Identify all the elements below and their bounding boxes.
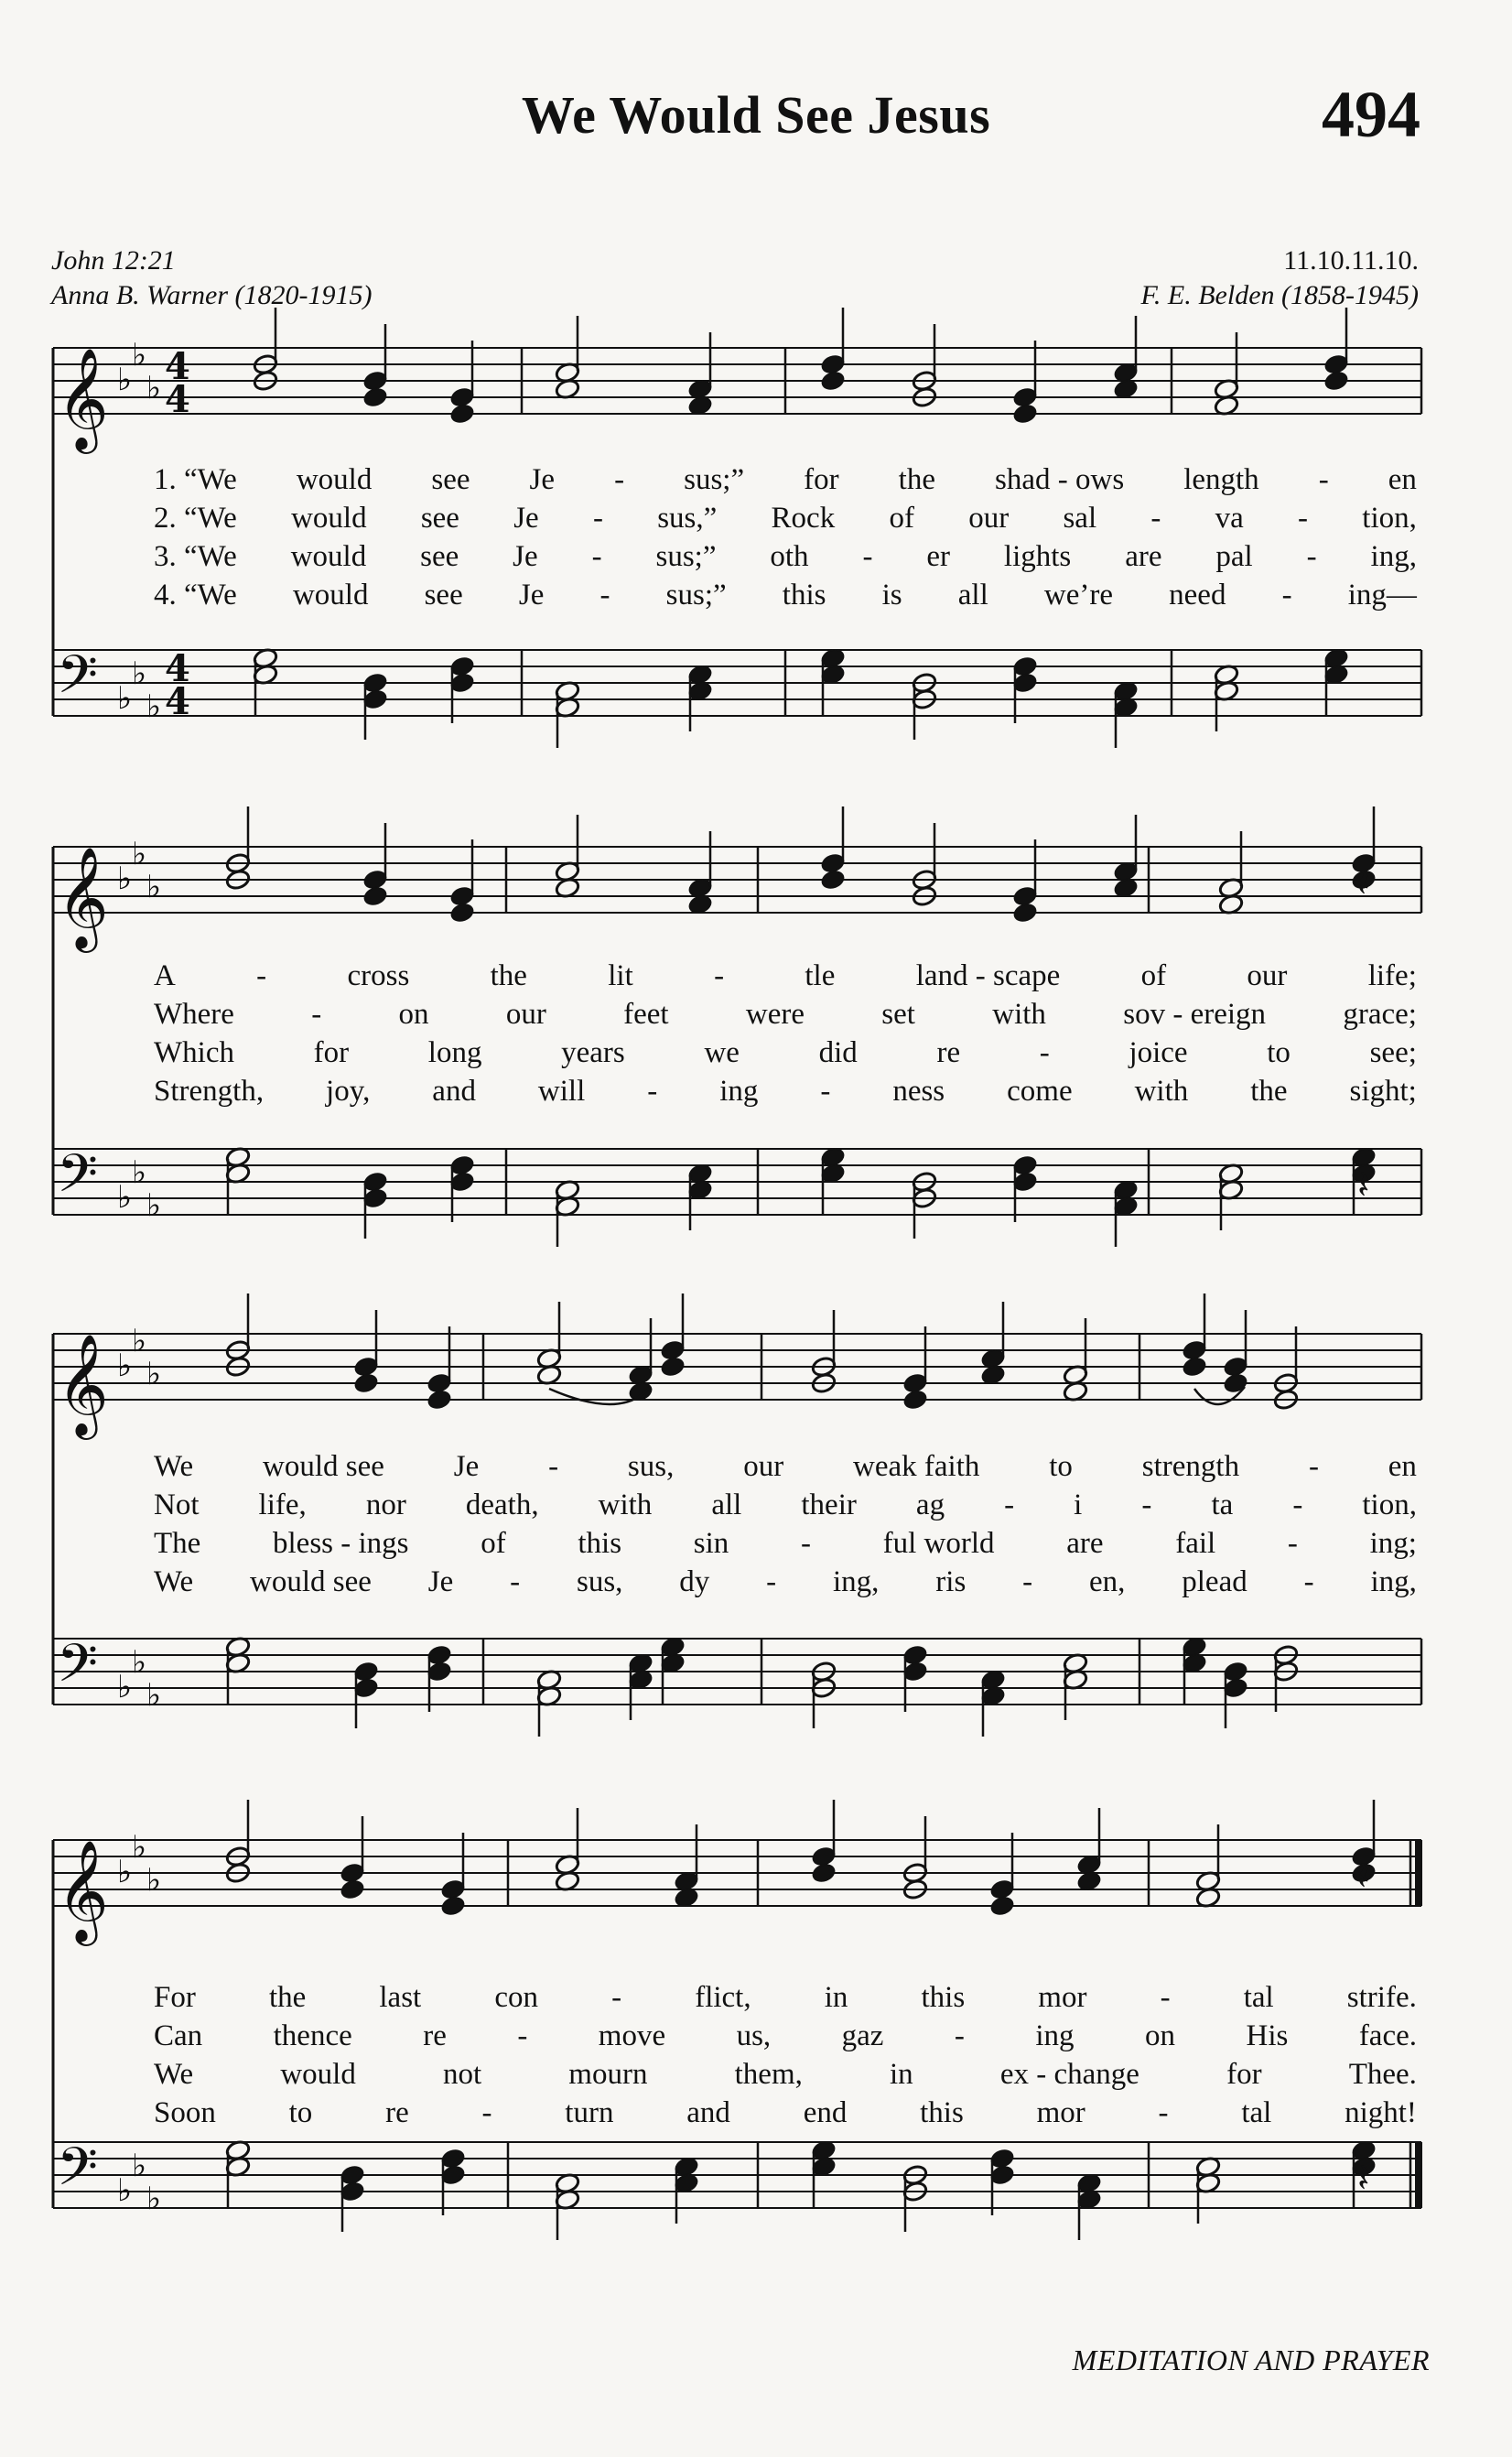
lyric-syllable: this bbox=[578, 1527, 622, 1560]
lyric-syllable: - bbox=[1318, 463, 1329, 496]
lyric-syllable: tle bbox=[805, 959, 836, 992]
treble-note bbox=[1012, 902, 1038, 924]
lyric-syllable: ing, bbox=[1370, 1565, 1417, 1598]
quarter-rest-icon: 𝄽 bbox=[1357, 860, 1370, 906]
lyric-syllable: ing— bbox=[1347, 579, 1417, 612]
lyric-syllable: - bbox=[714, 959, 725, 992]
flat-icon: ♭ bbox=[117, 2172, 133, 2209]
lyric-syllable: Rock bbox=[771, 502, 836, 535]
lyric-syllable: - bbox=[517, 2019, 528, 2052]
bass-clef-icon: 𝄢 bbox=[57, 644, 99, 719]
lyric-syllable: would bbox=[290, 540, 367, 573]
lyric-syllable: dy bbox=[679, 1565, 710, 1598]
lyric-syllable: Not bbox=[154, 1488, 200, 1521]
lyric-syllable: - bbox=[766, 1565, 777, 1598]
scripture-reference: John 12:21 bbox=[51, 245, 176, 276]
flat-icon: ♭ bbox=[117, 1179, 133, 1216]
lyric-syllable: Which bbox=[154, 1036, 234, 1069]
flat-icon: ♭ bbox=[146, 1862, 162, 1899]
lyric-syllable: 2. “We bbox=[154, 502, 237, 535]
lyric-syllable: on bbox=[1145, 2019, 1176, 2052]
flat-icon: ♭ bbox=[117, 1348, 133, 1384]
lyric-syllable: tion, bbox=[1362, 1488, 1417, 1521]
lyric-syllable: ing bbox=[1035, 2019, 1075, 2052]
lyric-syllable: tal bbox=[1241, 2096, 1272, 2129]
lyric-syllable: life, bbox=[258, 1488, 307, 1521]
lyric-line bbox=[154, 1075, 1417, 1109]
lyric-syllable: death, bbox=[465, 1488, 539, 1521]
lyric-syllable: face. bbox=[1358, 2019, 1417, 2052]
lyric-line bbox=[154, 1527, 1417, 1561]
flat-icon: ♭ bbox=[117, 680, 133, 717]
lyric-syllable: see; bbox=[1369, 1036, 1417, 1069]
treble-note bbox=[449, 403, 475, 425]
flat-icon: ♭ bbox=[146, 1677, 162, 1714]
lyric-syllable: - bbox=[481, 2096, 492, 2129]
lyric-syllable: gaz bbox=[841, 2019, 884, 2052]
lyric-syllable: mor bbox=[1038, 1981, 1087, 2014]
lyric-syllable: sus;” bbox=[665, 579, 727, 612]
lyric-syllable: - bbox=[1160, 1981, 1171, 2014]
lyric-syllable: this bbox=[782, 579, 826, 612]
lyric-syllable: in bbox=[824, 1981, 848, 2014]
lyric-syllable: and bbox=[686, 2096, 730, 2129]
lyric-syllable: with bbox=[598, 1488, 653, 1521]
lyric-line bbox=[154, 463, 1417, 497]
lyric-syllable: set bbox=[881, 998, 915, 1031]
lyric-syllable: - bbox=[311, 998, 322, 1031]
lyric-syllable: joice bbox=[1129, 1036, 1188, 1069]
lyric-syllable: fail bbox=[1175, 1527, 1216, 1560]
bass-clef-icon: 𝄢 bbox=[57, 1142, 99, 1218]
lyric-syllable: see bbox=[424, 579, 463, 612]
lyric-line bbox=[154, 1450, 1417, 1484]
lyric-syllable: 4. “We bbox=[154, 579, 237, 612]
lyric-syllable: to bbox=[1049, 1450, 1073, 1483]
lyric-syllable: for bbox=[804, 463, 839, 496]
lyric-syllable: the bbox=[268, 1981, 307, 2014]
treble-clef-icon: 𝄞 bbox=[57, 347, 109, 449]
lyric-syllable: sal bbox=[1063, 502, 1097, 535]
lyric-syllable: - bbox=[1022, 1565, 1033, 1598]
lyric-syllable: tal bbox=[1243, 1981, 1274, 2014]
lyric-syllable: - bbox=[510, 1565, 521, 1598]
treble-clef-icon: 𝄞 bbox=[57, 1839, 109, 1942]
lyric-line bbox=[154, 1565, 1417, 1599]
meter: 11.10.11.10. bbox=[1283, 245, 1419, 276]
lyric-syllable: sov - ereign bbox=[1123, 998, 1267, 1031]
lyric-syllable: er bbox=[926, 540, 951, 573]
flat-icon: ♭ bbox=[146, 1356, 162, 1392]
lyric-line bbox=[154, 2019, 1417, 2053]
lyric-syllable: plead bbox=[1182, 1565, 1247, 1598]
lyric-syllable: this bbox=[921, 1981, 966, 2014]
lyric-syllable: His bbox=[1246, 2019, 1289, 2052]
lyric-syllable: would bbox=[280, 2058, 356, 2091]
lyric-line bbox=[154, 502, 1417, 536]
lyric-syllable: Je bbox=[518, 579, 545, 612]
lyric-syllable: long bbox=[427, 1036, 482, 1069]
lyric-syllable: 1. “We bbox=[154, 463, 237, 496]
lyric-syllable: ing, bbox=[833, 1565, 880, 1598]
lyric-syllable: did bbox=[818, 1036, 858, 1069]
lyric-syllable: Soon bbox=[154, 2096, 216, 2129]
lyric-syllable: of bbox=[1140, 959, 1167, 992]
treble-clef-icon: 𝄞 bbox=[57, 846, 109, 948]
lyric-syllable: move bbox=[598, 2019, 666, 2052]
lyric-syllable: years bbox=[561, 1036, 625, 1069]
time-signature: 4 bbox=[165, 378, 190, 421]
lyric-syllable: feet bbox=[623, 998, 669, 1031]
lyric-syllable: strength bbox=[1141, 1450, 1240, 1483]
lyric-syllable: of bbox=[889, 502, 914, 535]
lyric-syllable: for bbox=[313, 1036, 350, 1069]
lyric-syllable: sus;” bbox=[684, 463, 745, 496]
lyric-syllable: re bbox=[936, 1036, 961, 1069]
lyric-line bbox=[154, 2058, 1417, 2092]
lyric-syllable: We bbox=[154, 2058, 194, 2091]
lyric-syllable: - bbox=[592, 502, 603, 535]
lyric-syllable: we bbox=[704, 1036, 740, 1069]
lyric-line bbox=[154, 579, 1417, 612]
flat-icon: ♭ bbox=[146, 688, 162, 725]
flat-icon: ♭ bbox=[132, 1829, 147, 1866]
lyric-syllable: Je bbox=[453, 1450, 480, 1483]
lyric-syllable: ing; bbox=[1369, 1527, 1417, 1560]
flat-icon: ♭ bbox=[146, 1187, 162, 1224]
flat-icon: ♭ bbox=[146, 370, 162, 406]
lyric-syllable: us, bbox=[736, 2019, 772, 2052]
lyric-syllable: sin bbox=[693, 1527, 729, 1560]
flat-icon: ♭ bbox=[117, 1669, 133, 1705]
lyric-syllable: our bbox=[505, 998, 546, 1031]
lyric-syllable: - bbox=[599, 579, 610, 612]
lyric-syllable: all bbox=[711, 1488, 742, 1521]
lyric-syllable: ing bbox=[719, 1075, 759, 1108]
lyric-syllable: Je bbox=[513, 502, 539, 535]
bass-clef-icon: 𝄢 bbox=[57, 1632, 99, 1707]
treble-note bbox=[989, 1895, 1015, 1917]
lyric-line bbox=[154, 1488, 1417, 1522]
lyric-syllable: in bbox=[890, 2058, 913, 2091]
lyric-syllable: - bbox=[862, 540, 873, 573]
flat-icon: ♭ bbox=[132, 1154, 147, 1191]
treble-note bbox=[353, 1372, 379, 1394]
lyric-syllable: - bbox=[1287, 1527, 1298, 1560]
lyric-syllable: end bbox=[803, 2096, 848, 2129]
lyric-syllable: lights bbox=[1003, 540, 1072, 573]
flat-icon: ♭ bbox=[146, 869, 162, 905]
lyric-syllable: - bbox=[1158, 2096, 1169, 2129]
bass-clef-icon: 𝄢 bbox=[57, 2136, 99, 2211]
lyric-syllable: - bbox=[614, 463, 625, 496]
lyric-syllable: were bbox=[745, 998, 805, 1031]
treble-note bbox=[1323, 370, 1349, 392]
flat-icon: ♭ bbox=[146, 2181, 162, 2217]
lyric-syllable: not bbox=[442, 2058, 482, 2091]
lyric-syllable: - bbox=[591, 540, 602, 573]
lyric-syllable: We bbox=[154, 1450, 194, 1483]
lyric-syllable: night! bbox=[1345, 2096, 1417, 2129]
treble-note bbox=[440, 1895, 466, 1917]
lyric-syllable: will bbox=[537, 1075, 586, 1108]
treble-note bbox=[1012, 403, 1038, 425]
treble-note bbox=[362, 885, 388, 907]
lyric-syllable: land - scape bbox=[915, 959, 1061, 992]
treble-note bbox=[902, 1389, 928, 1411]
lyric-syllable: en bbox=[1388, 1450, 1417, 1483]
lyric-syllable: bless - ings bbox=[273, 1527, 409, 1560]
lyric-syllable: our bbox=[1247, 959, 1288, 992]
lyric-syllable: For bbox=[154, 1981, 196, 2014]
lyric-syllable: - bbox=[1308, 1450, 1319, 1483]
lyric-syllable: life; bbox=[1367, 959, 1417, 992]
lyric-syllable: thence bbox=[273, 2019, 352, 2052]
lyric-syllable: flict, bbox=[695, 1981, 751, 2014]
lyric-syllable: them, bbox=[734, 2058, 803, 2091]
lyric-syllable: ing, bbox=[1370, 540, 1417, 573]
lyric-syllable: with bbox=[992, 998, 1046, 1031]
lyric-syllable: tion, bbox=[1362, 502, 1417, 535]
lyric-syllable: need bbox=[1169, 579, 1226, 612]
lyric-syllable: Strength, bbox=[154, 1075, 265, 1108]
lyric-syllable: of bbox=[481, 1527, 506, 1560]
lyric-syllable: Thee. bbox=[1348, 2058, 1417, 2091]
treble-note bbox=[660, 1356, 686, 1378]
lyric-syllable: We bbox=[154, 1565, 194, 1598]
lyric-syllable: for bbox=[1226, 2058, 1262, 2091]
lyric-syllable: length bbox=[1183, 463, 1259, 496]
lyric-syllable: va bbox=[1215, 502, 1244, 535]
lyric-syllable: would bbox=[292, 579, 369, 612]
quarter-rest-icon: 𝄽 bbox=[1357, 1162, 1370, 1208]
lyric-syllable: ris bbox=[935, 1565, 967, 1598]
quarter-rest-icon: 𝄽 bbox=[1357, 2155, 1370, 2202]
lyric-line bbox=[154, 540, 1417, 574]
lyric-syllable: - bbox=[1281, 579, 1292, 612]
lyric-syllable: joy, bbox=[326, 1075, 371, 1108]
time-signature: 4 bbox=[165, 647, 190, 690]
time-signature: 4 bbox=[165, 345, 190, 388]
lyric-syllable: - bbox=[1292, 1488, 1303, 1521]
treble-note bbox=[427, 1389, 452, 1411]
lyric-syllable: - bbox=[1298, 502, 1309, 535]
lyric-syllable: Can bbox=[154, 2019, 203, 2052]
flat-icon: ♭ bbox=[132, 2148, 147, 2184]
treble-note bbox=[1223, 1372, 1248, 1394]
composer: F. E. Belden (1858-1945) bbox=[1140, 280, 1419, 310]
lyric-syllable: would see bbox=[250, 1565, 372, 1598]
treble-note bbox=[820, 370, 846, 392]
treble-clef-icon: 𝄞 bbox=[57, 1333, 109, 1435]
lyric-syllable: ex - change bbox=[999, 2058, 1139, 2091]
lyric-syllable: - bbox=[1150, 502, 1161, 535]
treble-note bbox=[362, 386, 388, 408]
lyric-syllable: sus, bbox=[627, 1450, 675, 1483]
lyric-syllable: last bbox=[379, 1981, 422, 2014]
lyric-syllable: are bbox=[1125, 540, 1162, 573]
flat-icon: ♭ bbox=[132, 836, 147, 872]
lyric-syllable: to bbox=[288, 2096, 313, 2129]
lyric-syllable: ta bbox=[1211, 1488, 1234, 1521]
lyric-syllable: - bbox=[1303, 1565, 1314, 1598]
lyricist: Anna B. Warner (1820-1915) bbox=[51, 280, 373, 310]
flat-icon: ♭ bbox=[132, 1323, 147, 1359]
lyric-syllable: mor bbox=[1036, 2096, 1085, 2129]
lyric-syllable: - bbox=[548, 1450, 559, 1483]
lyric-syllable: sus,” bbox=[657, 502, 718, 535]
treble-note bbox=[340, 1878, 365, 1900]
lyric-syllable: their bbox=[801, 1488, 857, 1521]
lyric-syllable: lit bbox=[608, 959, 633, 992]
time-signature: 4 bbox=[165, 680, 190, 723]
lyric-syllable: i bbox=[1074, 1488, 1083, 1521]
lyric-syllable: nor bbox=[365, 1488, 406, 1521]
flat-icon: ♭ bbox=[132, 1644, 147, 1681]
lyric-syllable: are bbox=[1066, 1527, 1104, 1560]
lyric-syllable: - bbox=[1039, 1036, 1050, 1069]
lyric-syllable: sus, bbox=[576, 1565, 623, 1598]
lyric-syllable: - bbox=[256, 959, 267, 992]
lyric-syllable: Je bbox=[513, 540, 538, 573]
lyric-syllable: the bbox=[898, 463, 935, 496]
lyric-syllable: con bbox=[494, 1981, 538, 2014]
lyric-syllable: would bbox=[291, 502, 367, 535]
lyric-syllable: with bbox=[1134, 1075, 1189, 1108]
lyric-syllable: mourn bbox=[568, 2058, 648, 2091]
flat-icon: ♭ bbox=[132, 337, 147, 373]
lyric-syllable: - bbox=[1141, 1488, 1152, 1521]
lyric-line bbox=[154, 959, 1417, 993]
lyric-syllable: ag bbox=[915, 1488, 945, 1521]
lyric-syllable: would bbox=[296, 463, 373, 496]
lyric-line bbox=[154, 998, 1417, 1032]
lyric-syllable: - bbox=[1306, 540, 1317, 573]
hymn-title: We Would See Jesus bbox=[521, 85, 991, 145]
hymn-number: 494 bbox=[1322, 78, 1420, 151]
flat-icon: ♭ bbox=[132, 655, 147, 692]
lyric-syllable: is bbox=[881, 579, 902, 612]
lyric-syllable: 3. “We bbox=[154, 540, 237, 573]
flat-icon: ♭ bbox=[117, 362, 133, 398]
lyric-syllable: cross bbox=[347, 959, 410, 992]
lyric-syllable: strife. bbox=[1346, 1981, 1417, 2014]
lyric-syllable: ness bbox=[892, 1075, 945, 1108]
lyric-syllable: en bbox=[1388, 463, 1417, 496]
lyric-syllable: see bbox=[420, 502, 459, 535]
lyric-syllable: to bbox=[1267, 1036, 1291, 1069]
lyric-syllable: sus;” bbox=[655, 540, 717, 573]
lyric-syllable: weak faith bbox=[853, 1450, 980, 1483]
lyric-syllable: grace; bbox=[1343, 998, 1417, 1031]
lyric-syllable: Je bbox=[529, 463, 556, 496]
lyric-syllable: - bbox=[611, 1981, 622, 2014]
lyric-syllable: our bbox=[968, 502, 1010, 535]
lyric-syllable: - bbox=[647, 1075, 658, 1108]
lyric-line bbox=[154, 2096, 1417, 2130]
lyric-syllable: see bbox=[431, 463, 470, 496]
treble-note bbox=[1182, 1356, 1207, 1378]
lyric-syllable: shad - ows bbox=[995, 463, 1125, 496]
lyric-syllable: Je bbox=[427, 1565, 454, 1598]
lyric-line bbox=[154, 1981, 1417, 2015]
lyric-syllable: - bbox=[820, 1075, 831, 1108]
lyric-syllable: all bbox=[957, 579, 988, 612]
lyric-syllable: this bbox=[920, 2096, 964, 2129]
lyric-syllable: re bbox=[385, 2096, 409, 2129]
lyric-syllable: our bbox=[743, 1450, 784, 1483]
lyric-syllable: Where bbox=[154, 998, 234, 1031]
lyric-syllable: see bbox=[420, 540, 459, 573]
flat-icon: ♭ bbox=[117, 860, 133, 897]
lyric-syllable: pal bbox=[1215, 540, 1253, 573]
lyric-syllable: would see bbox=[263, 1450, 384, 1483]
lyric-syllable: come bbox=[1007, 1075, 1073, 1108]
lyric-syllable: turn bbox=[565, 2096, 614, 2129]
lyric-syllable: ful world bbox=[882, 1527, 995, 1560]
footer-heading: MEDITATION AND PRAYER bbox=[1072, 2343, 1430, 2376]
lyric-syllable: A bbox=[154, 959, 176, 992]
lyric-syllable: - bbox=[954, 2019, 965, 2052]
lyric-syllable: The bbox=[154, 1527, 201, 1560]
treble-note bbox=[811, 1862, 837, 1884]
lyric-syllable: and bbox=[432, 1075, 476, 1108]
treble-note bbox=[449, 902, 475, 924]
lyric-syllable: sight; bbox=[1349, 1075, 1417, 1108]
flat-icon: ♭ bbox=[117, 1854, 133, 1890]
lyric-syllable: we’re bbox=[1043, 579, 1114, 612]
lyric-syllable: - bbox=[800, 1527, 811, 1560]
treble-note bbox=[820, 869, 846, 891]
lyric-syllable: - bbox=[1004, 1488, 1015, 1521]
lyric-syllable: the bbox=[490, 959, 527, 992]
lyric-syllable: oth bbox=[770, 540, 809, 573]
lyric-syllable: the bbox=[1250, 1075, 1288, 1108]
quarter-rest-icon: 𝄽 bbox=[1357, 1853, 1370, 1900]
lyric-syllable: re bbox=[423, 2019, 447, 2052]
lyric-line bbox=[154, 1036, 1417, 1070]
lyric-syllable: on bbox=[398, 998, 429, 1031]
lyric-syllable: en, bbox=[1089, 1565, 1126, 1598]
